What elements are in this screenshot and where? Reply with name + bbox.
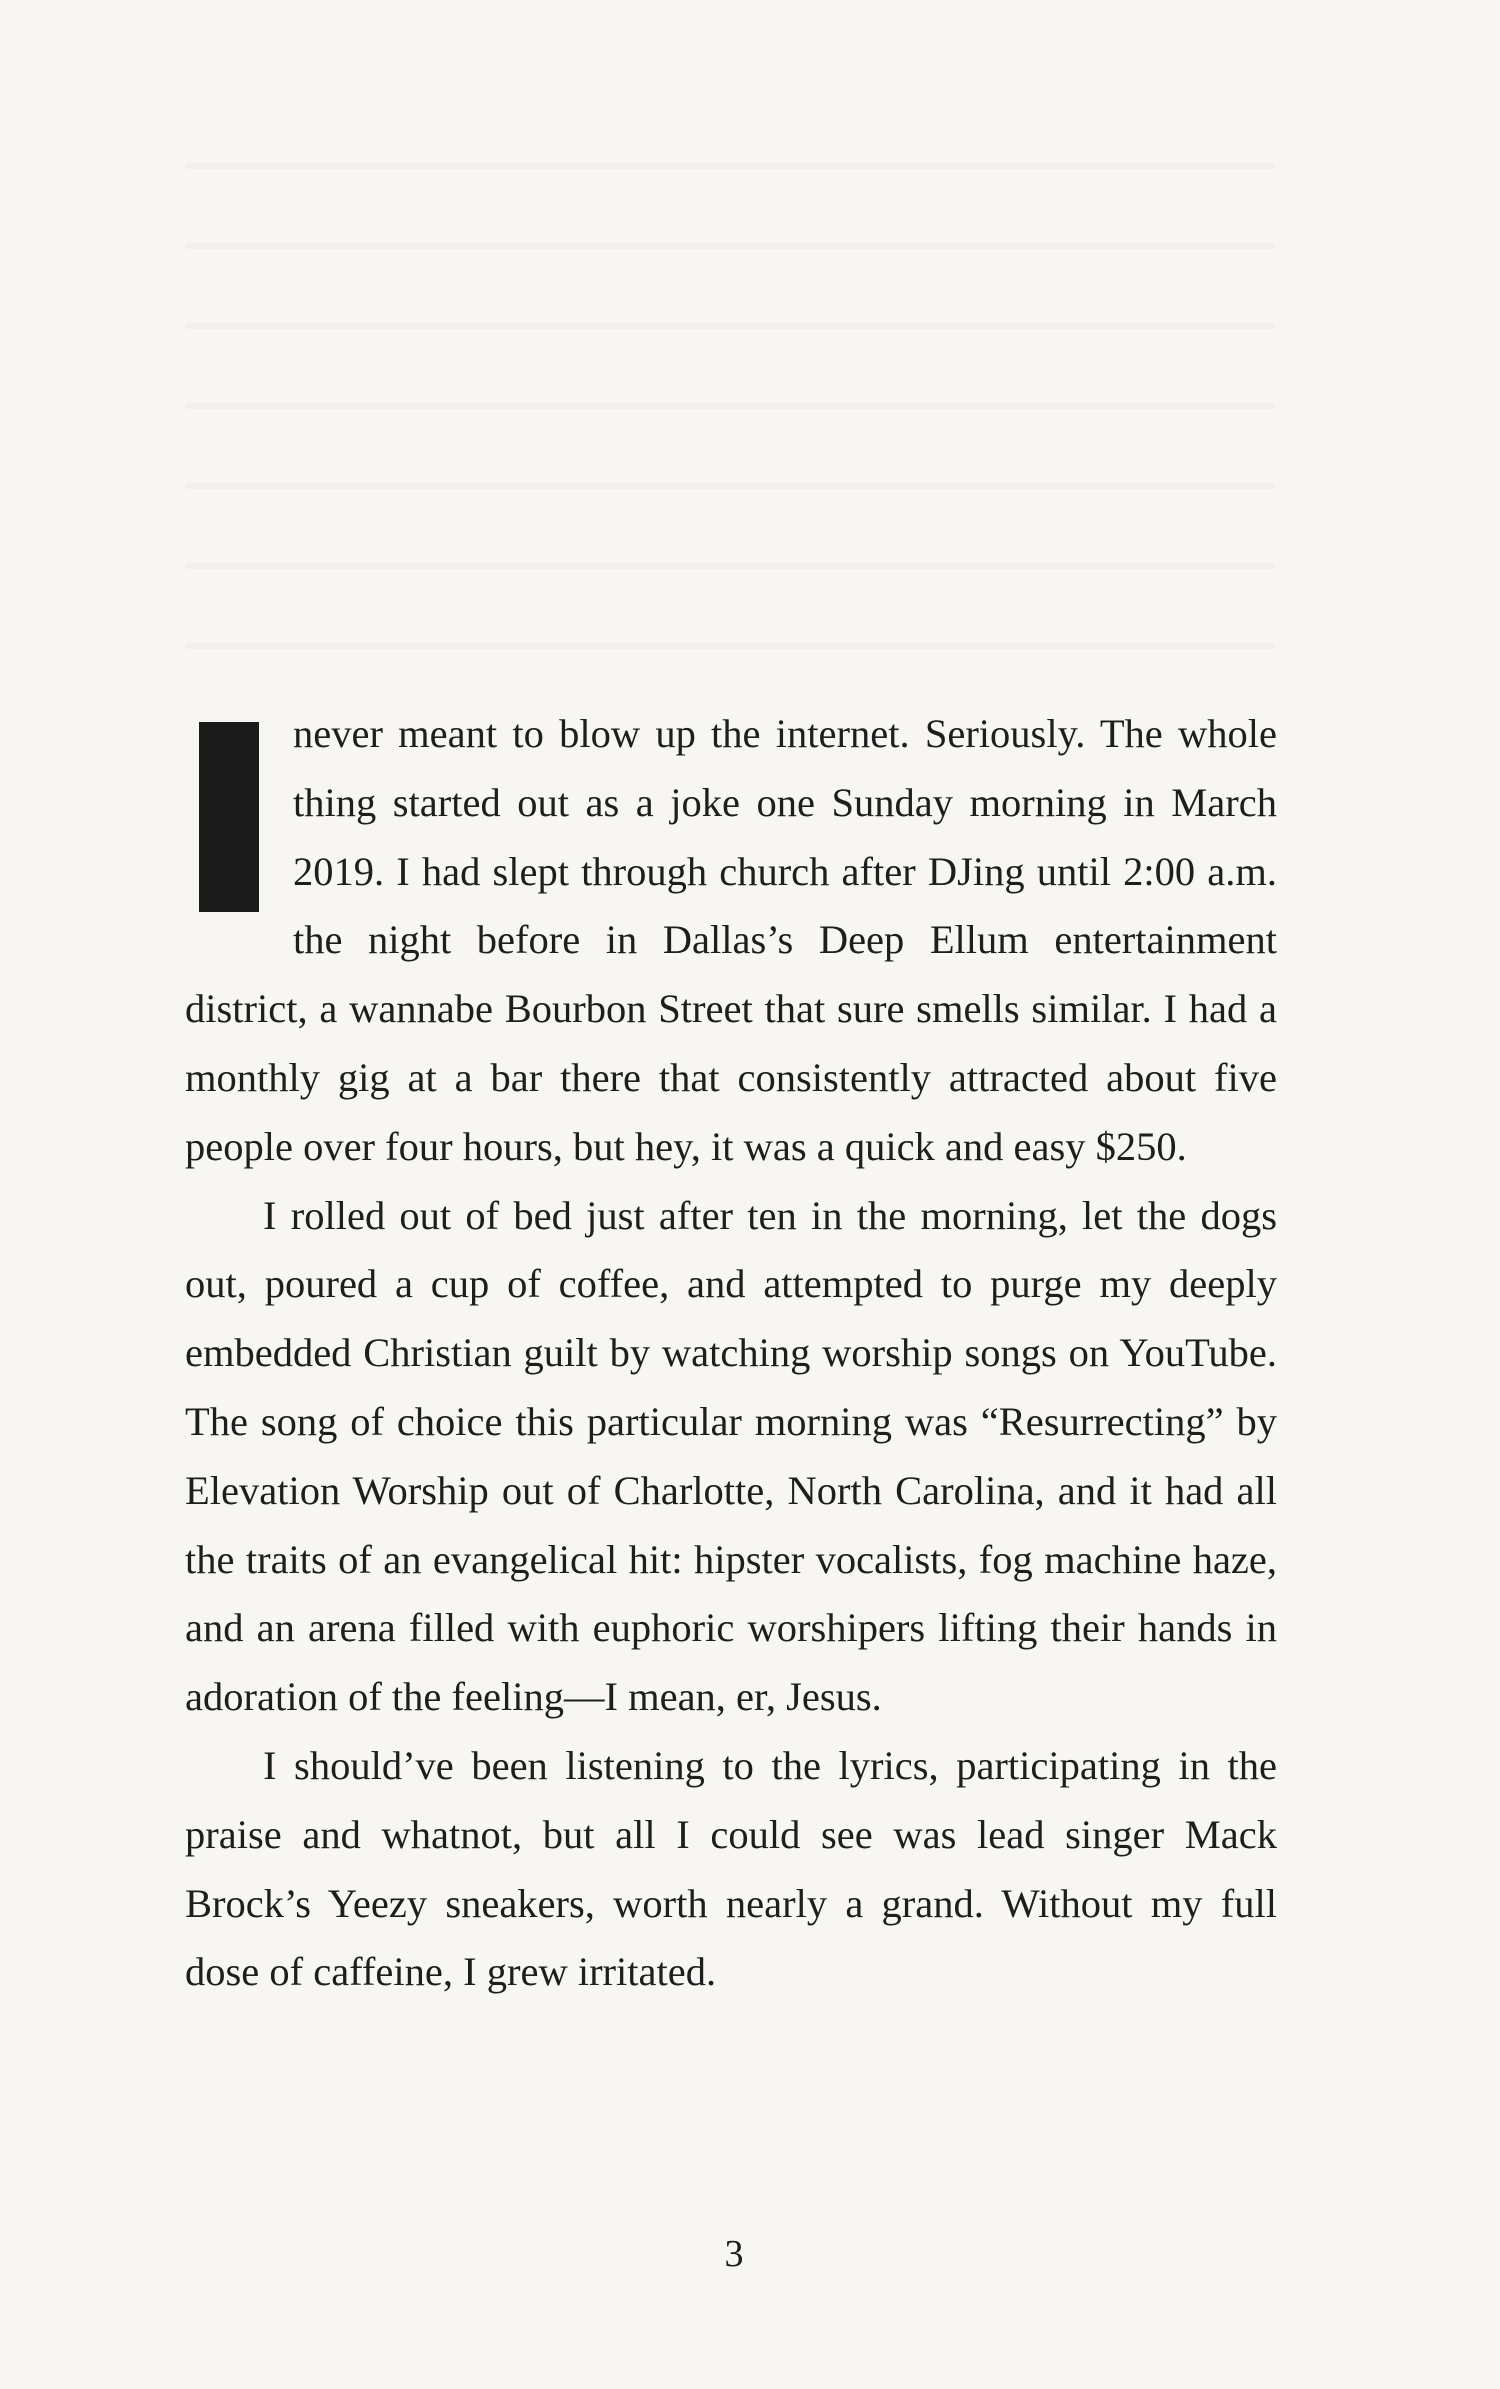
page-number: 3: [724, 2233, 744, 2275]
show-through-line: [185, 483, 1275, 489]
chapter-body: [185, 700, 1277, 2007]
body-paragraph: I rolled out of bed just after ten in the morning, let the dogs out, poured a cup of coffee, and attempted to purge my deeply embedded Christian guilt by watching worship songs on YouTube. The song of choice this particular morning was “Resurrecting” by Elevation Worship out of Charlotte, North Carolina, and it had all the traits of an evangelical hit: hipster vocalists, fog machine haze, and an arena filled with euphoric worshipers lifting their hands in adoration of the feeling—I mean, er, Jesus.: [185, 1192, 1277, 1720]
drop-cap-block: [199, 722, 259, 912]
show-through-line: [185, 643, 1275, 649]
show-through-line: [185, 323, 1275, 329]
show-through-line: [185, 163, 1275, 169]
opening-paragraph: [185, 700, 1277, 1182]
show-through-line: [185, 243, 1275, 249]
opening-text: never meant to blow up the internet. Seriously. The whole thing started out as a joke one Sunday morning in March 2019. I had slept through church after DJing until 2:00 a.m. the night before in Dallas’s Deep Ellum entertainment district, a wannabe Bourbon Street that sure smells similar. I had a monthly gig at a bar there that consistently attracted about five people over four hours, but hey, it was a quick and easy $250.: [185, 711, 1277, 1169]
show-through-line: [185, 403, 1275, 409]
body-paragraph: I should’ve been listening to the lyrics, participating in the praise and whatnot, but all I could see was lead singer Mack Brock’s Yeezy sneakers, worth nearly a grand. Without my full dose of caffeine, I grew irritated.: [185, 1742, 1277, 1995]
show-through-line: [185, 563, 1275, 569]
